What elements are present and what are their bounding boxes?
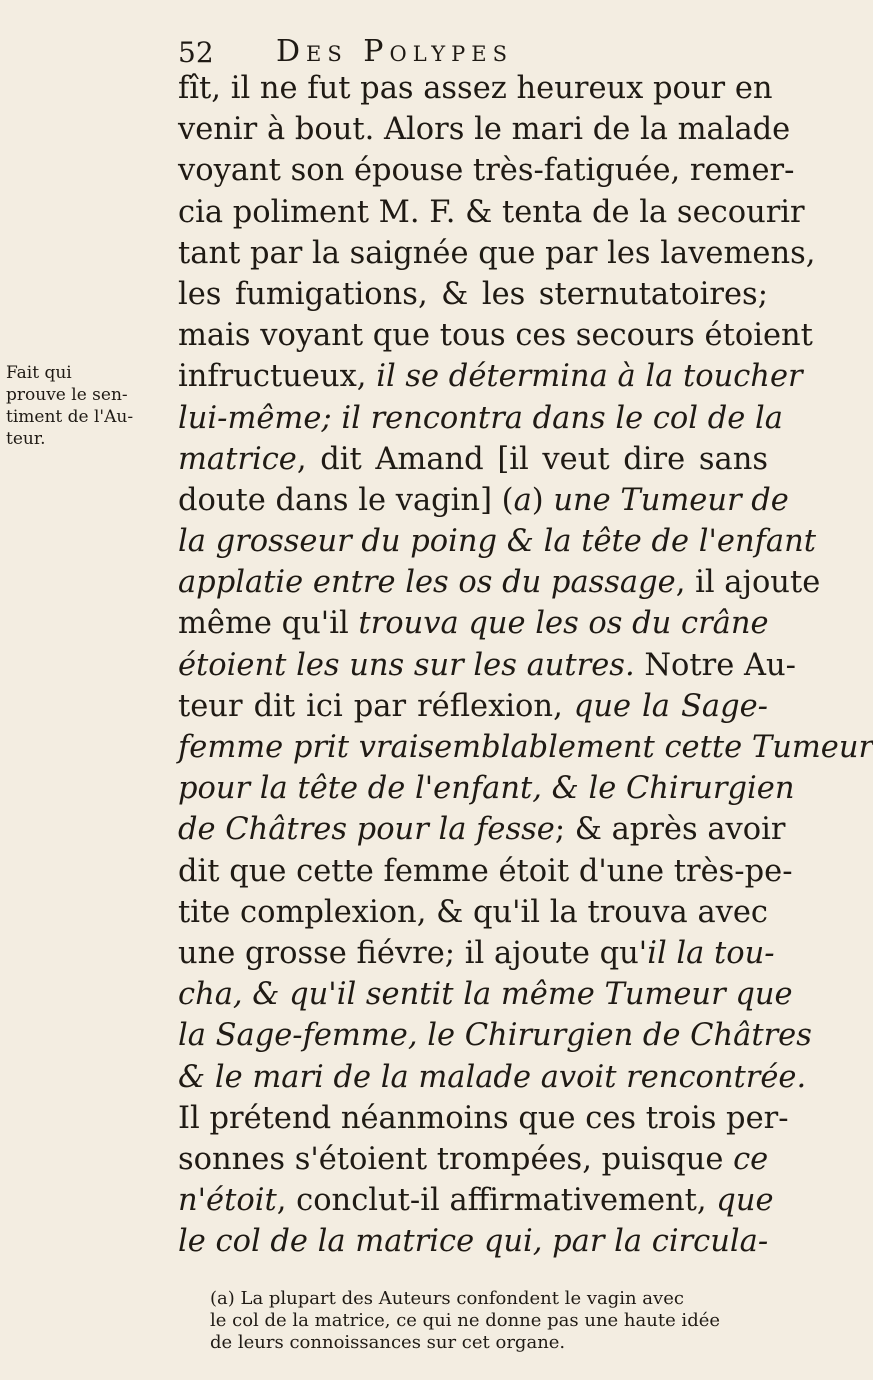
text-line: [178, 933, 775, 974]
italic-segment: lui-même; il rencontra dans le col de la: [178, 400, 783, 436]
italic-segment: ce: [733, 1141, 769, 1177]
text-line: [178, 315, 813, 356]
text-segment: venir à bout. Alors le mari de la malade: [178, 112, 791, 148]
text-line: [178, 398, 783, 439]
text-line: [178, 686, 768, 727]
text-line: [178, 1098, 789, 1139]
text-segment: Il prétend néanmoins que ces trois per-: [178, 1100, 789, 1136]
text-segment: cia poliment M. F. & tenta de la secourir: [178, 194, 805, 230]
text-line: [178, 1015, 812, 1056]
text-segment: tite complexion, & qu'il la trouva avec: [178, 894, 768, 930]
italic-segment: la grosseur du poing & la tête de l'enfant: [178, 524, 816, 560]
body-text: [178, 68, 873, 1262]
text-line: [178, 851, 793, 892]
italic-segment: étoient les uns sur les autres.: [178, 647, 635, 683]
italic-segment: de Châtres pour la fesse: [178, 812, 555, 848]
italic-segment: pour la tête de l'enfant, & le Chirurgien: [178, 771, 795, 807]
text-line: [178, 192, 805, 233]
margin-note: [6, 362, 166, 450]
text-segment: infructueux,: [178, 359, 377, 395]
page-header: [178, 28, 738, 72]
text-line: [178, 68, 773, 109]
text-line: [178, 521, 816, 562]
margin-note-line: prouve le sen-: [6, 385, 128, 405]
footnote-line: (a) La plupart des Auteurs confondent le vagin avec: [210, 1288, 684, 1309]
margin-note-line: timent de l'Au-: [6, 407, 134, 427]
italic-segment: une Tumeur de: [553, 482, 789, 518]
italic-segment: a: [513, 482, 532, 518]
text-segment: , dit Amand [il veut dire sans: [296, 441, 768, 477]
italic-segment: n'étoit: [178, 1183, 277, 1219]
text-segment: Notre Au-: [634, 647, 796, 683]
italic-segment: que la Sage-: [573, 688, 768, 724]
text-segment: doute dans le vagin] (: [178, 482, 514, 518]
text-line: [178, 974, 793, 1015]
text-segment: , conclut-il affirmativement,: [276, 1183, 717, 1219]
text-segment: , il ajoute: [675, 565, 821, 601]
text-segment: même qu'il: [178, 606, 359, 642]
text-segment: teur dit ici par réflexion,: [178, 688, 574, 724]
text-line: [178, 562, 821, 603]
text-line: [178, 1180, 774, 1221]
italic-segment: & le mari de la malade avoit rencontrée.: [178, 1059, 807, 1095]
text-segment: tant par la saignée que par les lavemens,: [178, 235, 816, 271]
italic-segment: matrice: [178, 441, 297, 477]
text-segment: voyant son épouse très-fatiguée, remer-: [178, 153, 795, 189]
text-segment: fît, il ne fut pas assez heureux pour en: [178, 71, 773, 106]
text-line: [178, 356, 803, 397]
italic-segment: la Sage-femme, le Chirurgien de Châtres: [178, 1018, 812, 1054]
footnote: [210, 1288, 770, 1354]
text-line: [178, 892, 768, 933]
text-segment: ): [531, 482, 554, 518]
text-segment: une grosse fiévre; il ajoute qu': [178, 935, 648, 971]
text-segment: ; & après avoir: [554, 812, 786, 848]
italic-segment: trouva que les os du crâne: [358, 606, 769, 642]
text-line: [178, 645, 796, 686]
text-segment: dit que cette femme étoit d'une très-pe-: [178, 853, 793, 889]
margin-note-line: teur.: [6, 429, 46, 449]
text-segment: mais voyant que tous ces secours étoient: [178, 318, 813, 354]
text-segment: sonnes s'étoient trompées, puisque: [178, 1141, 734, 1177]
margin-note-line: Fait qui: [6, 363, 72, 383]
text-line: [178, 233, 816, 274]
italic-segment: femme prit vraisemblablement cette Tumeur: [178, 730, 873, 765]
italic-segment: le col de la matrice qui, par la circula-: [178, 1224, 769, 1260]
running-title: Des Polypes: [276, 34, 514, 69]
text-line: [178, 603, 768, 644]
footnote-line: de leurs connoissances sur cet organe.: [210, 1332, 566, 1353]
text-line: [178, 150, 795, 191]
text-line: [178, 727, 873, 768]
text-line: [178, 274, 768, 315]
italic-segment: il se détermina à la toucher: [376, 359, 803, 395]
text-line: [178, 1139, 768, 1180]
text-line: [178, 480, 789, 521]
footnote-line: le col de la matrice, ce qui ne donne pas une haute idée: [210, 1310, 721, 1331]
page-number: 52: [178, 36, 214, 69]
text-line: [178, 439, 768, 480]
text-line: [178, 109, 791, 150]
italic-segment: cha, & qu'il sentit la même Tumeur que: [178, 977, 793, 1013]
text-line: [178, 768, 795, 809]
text-segment: les fumigations, & les sternutatoires;: [178, 276, 768, 312]
text-line: [178, 1221, 768, 1262]
italic-segment: applatie entre les os du passage: [178, 565, 676, 601]
text-line: [178, 1057, 807, 1098]
italic-segment: que: [716, 1183, 774, 1219]
italic-segment: il la tou-: [647, 935, 775, 971]
text-line: [178, 809, 786, 850]
